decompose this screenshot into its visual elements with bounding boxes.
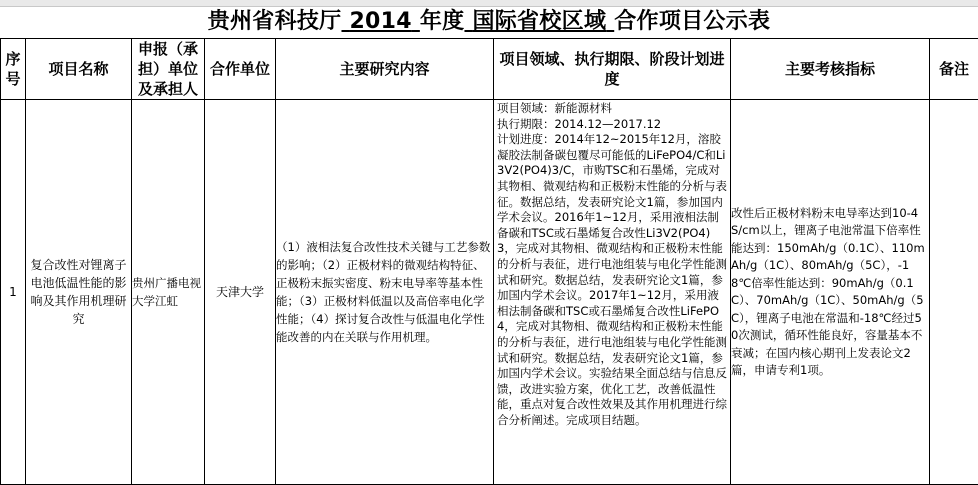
cell-research: （1）液相法复合改性技术关键与工艺参数的影响；（2）正极材料的微观结构特征、正极粉末振实密度、粉末电导率等基本性能；（3）正极材料低温以及高倍率电化学性能；（4）探讨复合改性与低温电化学性能改善的内在关联与作用机理。 — [276, 100, 494, 485]
page-title — [0, 6, 978, 38]
cell-kpi: 改性后正极材料粉末电导率达到10-4S/cm以上，锂离子电池常温下倍率性能达到：150mAh/g（0.1C）、110mAh/g（1C）、80mAh/g（5C），-18℃倍率性能达到：90mAh/g（0.1C）、70mAh/g（1C）、50mAh/g（5C），锂离子电池在常温和-18℃经过50次测试，循环性能良好，容量基本不衰减；在国内核心期刊上发表论文2篇，申请专利1项。 — [731, 100, 930, 485]
header-remark: 备注 — [930, 39, 978, 100]
table-header-row — [1, 39, 978, 100]
header-domain: 项目领域、执行期限、阶段计划进度 — [494, 39, 731, 100]
header-project-name: 项目名称 — [26, 39, 132, 100]
header-applicant: 申报（承担）单位及承担人 — [132, 39, 205, 100]
title-category: 国际省校区域 — [464, 9, 614, 34]
project-table — [0, 38, 978, 485]
header-research: 主要研究内容 — [276, 39, 494, 100]
cell-remark — [930, 100, 978, 485]
title-mid: 年度 — [420, 9, 465, 34]
cell-domain — [494, 100, 731, 485]
cell-seq: 1 — [1, 100, 26, 485]
cell-partner: 天津大学 — [205, 100, 276, 485]
header-kpi: 主要考核指标 — [731, 39, 930, 100]
cell-domain-text: 项目领域：新能源材料 执行期限：2014.12—2017.12 计划进度：2014年12~2015年12月，溶胶凝胶法制备碳包覆尽可能低的LiFePO4/C和Li3V2(PO4)3/C，市购TSC和石墨烯，完成对其物相、微观结构和正极粉末性能的分析与表征。数据总结，发表研究论文1篇，参加国内学术会议。2016年1~12月，采用液相法制备碳和TSC或石墨烯复合改性Li3V2(PO4)3，完成对其物相、微观结构和正极粉末性能的分析与表征，进行电池组装与电化学性能测试和研究。数据总结，发表研究论文1篇，参加国内学术会议。2017年1~12月，采用液相法制备碳和TSC或石墨烯复合改性LiFePO4，完成对其物相、微观结构和正极粉末性能的分析与表征，进行电池组装与电化学性能测试和研究。数据总结，发表研究论文1篇，参加国内学术会议。实验结果全面总结与信息反馈，改进实验方案，优化工艺，改善低温性能，重点对复合改性效果及其作用机理进行综合分析阐述。完成项目结题。 — [497, 101, 728, 428]
title-year: 2014 — [341, 9, 419, 34]
title-prefix: 贵州省科技厅 — [208, 9, 342, 34]
cell-project-name: 复合改性对锂离子电池低温性能的影响及其作用机理研究 — [26, 100, 132, 485]
header-partner: 合作单位 — [205, 39, 276, 100]
cell-applicant: 贵州广播电视大学江虹 — [132, 100, 205, 485]
title-suffix: 合作项目公示表 — [614, 9, 770, 34]
header-seq: 序号 — [1, 39, 26, 100]
table-row — [1, 100, 978, 485]
